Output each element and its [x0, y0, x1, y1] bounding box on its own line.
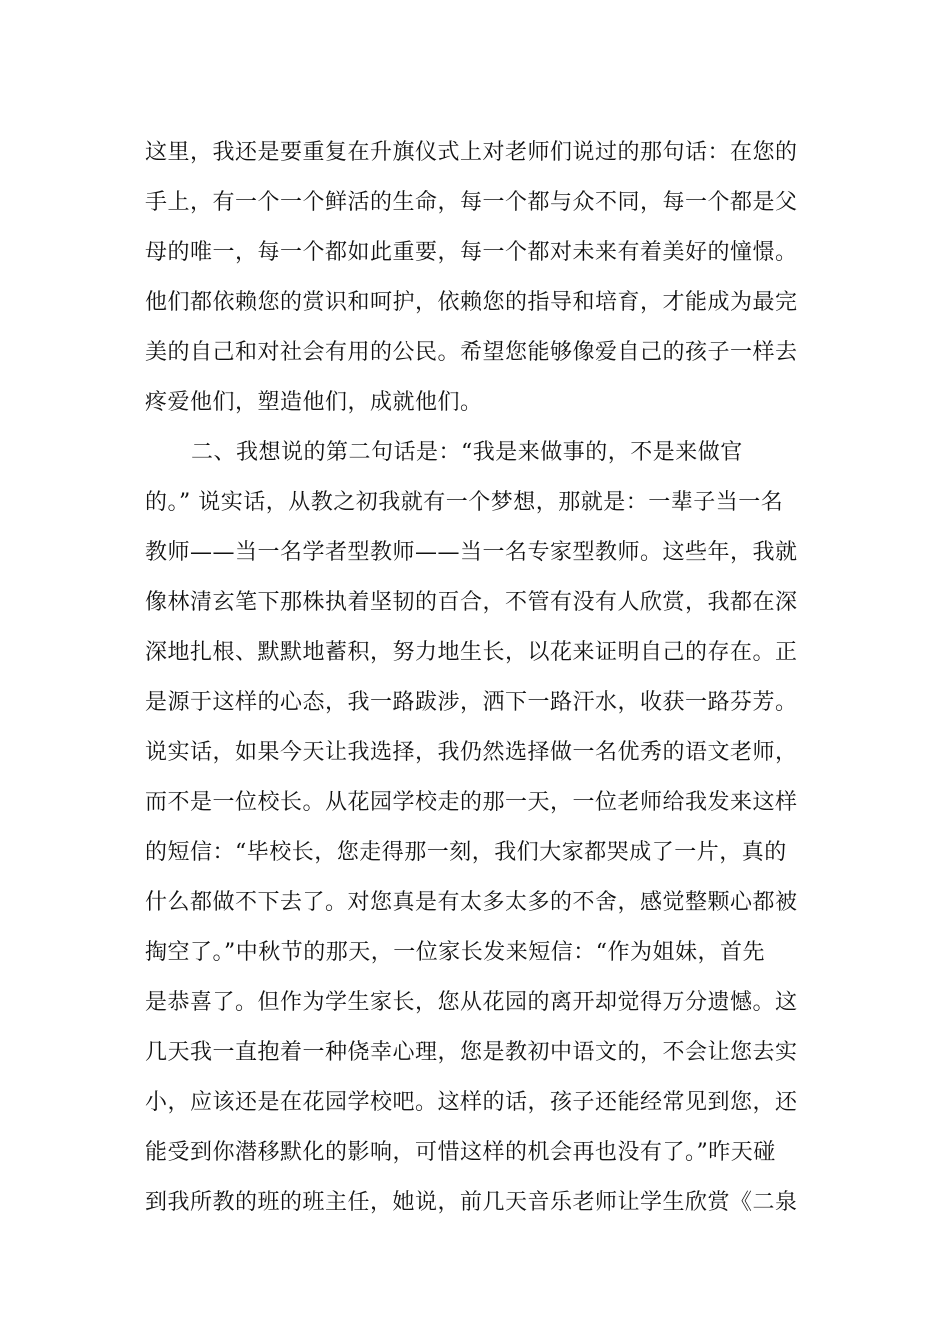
text-line: 到我所教的班的班主任，她说，前几天音乐老师让学生欣赏《二泉: [145, 1190, 798, 1215]
text-line: 什么都做不下去了。对您真是有太多太多的不舍，感觉整颗心都被: [145, 890, 798, 915]
text-line: 疼爱他们，塑造他们，成就他们。: [145, 390, 483, 415]
text-line: 掏空了。”中秋节的那天，一位家长发来短信：“作为姐妹，首先: [145, 940, 765, 965]
text-line: 这里，我还是要重复在升旗仪式上对老师们说过的那句话：在您的: [145, 140, 798, 165]
text-line: 是恭喜了。但作为学生家长，您从花园的离开却觉得万分遗憾。这: [145, 990, 798, 1015]
text-line: 几天我一直抱着一种侥幸心理，您是教初中语文的，不会让您去实: [145, 1040, 798, 1065]
text-line: 小，应该还是在花园学校吧。这样的话，孩子还能经常见到您，还: [145, 1090, 798, 1115]
text-line: 美的自己和对社会有用的公民。希望您能够像爱自己的孩子一样去: [145, 340, 798, 365]
text-line: 是源于这样的心态，我一路跋涉，洒下一路汗水，收获一路芬芳。: [145, 690, 798, 715]
text-line: 而不是一位校长。从花园学校走的那一天，一位老师给我发来这样: [145, 790, 798, 815]
text-line: 说实话，如果今天让我选择，我仍然选择做一名优秀的语文老师，: [145, 740, 798, 765]
text-line: 手上，有一个一个鲜活的生命，每一个都与众不同，每一个都是父: [145, 190, 798, 215]
text-line: 像林清玄笔下那株执着坚韧的百合，不管有没有人欣赏，我都在深: [145, 590, 798, 615]
text-line: 深地扎根、默默地蓄积，努力地生长，以花来证明自己的存在。正: [145, 640, 798, 665]
text-line: 的。” 说实话，从教之初我就有一个梦想，那就是：一辈子当一名: [145, 490, 784, 515]
text-line: 他们都依赖您的赏识和呵护，依赖您的指导和培育，才能成为最完: [145, 290, 798, 315]
text-line: 教师——当一名学者型教师——当一名专家型教师。这些年，我就: [145, 540, 798, 565]
text-line: 能受到你潜移默化的影响，可惜这样的机会再也没有了。”昨天碰: [145, 1140, 776, 1165]
text-line: 的短信：“毕校长，您走得那一刻，我们大家都哭成了一片，真的: [145, 840, 787, 865]
text-line: 母的唯一，每一个都如此重要，每一个都对未来有着美好的憧憬。: [145, 240, 798, 265]
paragraph-start-line: 二、我想说的第二句话是：“我是来做事的，不是来做官: [191, 440, 743, 465]
